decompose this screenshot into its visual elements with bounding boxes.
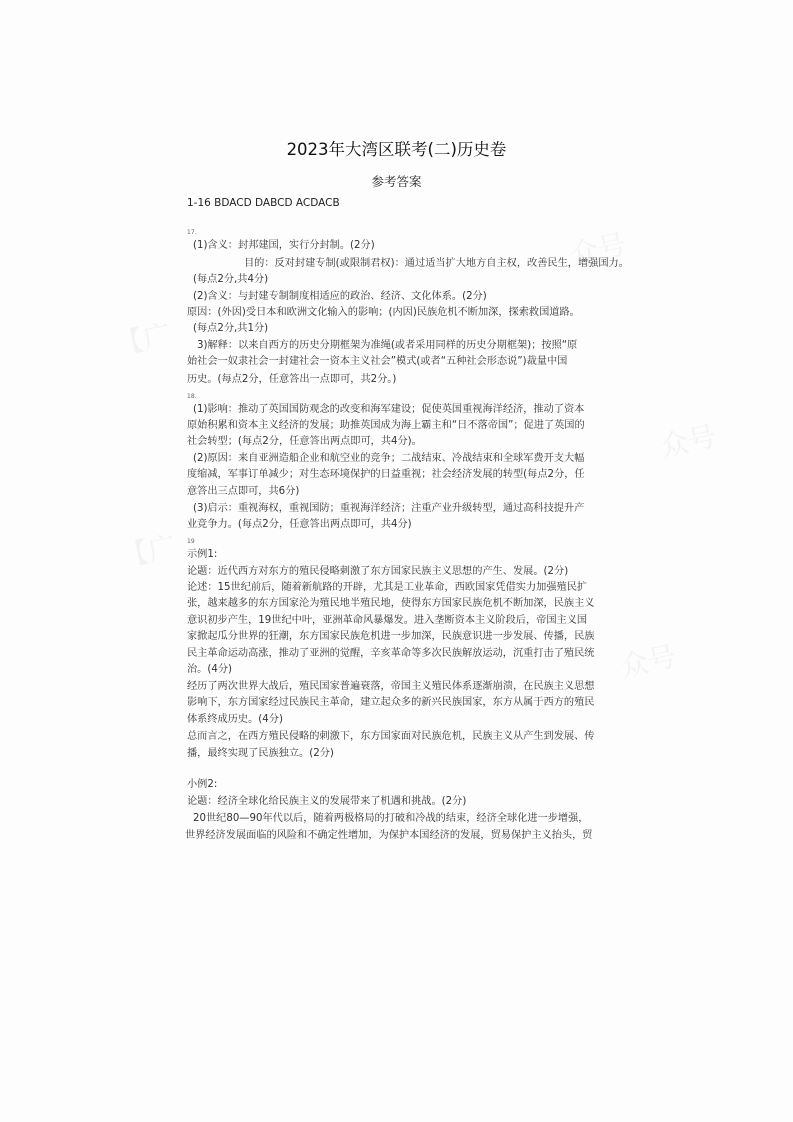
multiple-choice-answers: 1-16 BDACD DABCD ACDACB — [187, 197, 340, 209]
question-number: 17. — [187, 229, 197, 236]
q17-line: (每点2分,共4分) — [193, 274, 269, 285]
q17-line: 3)解释：以来自西方的历史分期框架为准绳(或者采用同样的历史分期框架)；按照“原 — [197, 340, 578, 351]
q17-line: (2)含义：与封建专制制度相适应的政治、经济、文化体系。(2分) — [193, 291, 487, 302]
q18-line: 社会转型；(每点2分，任意答出两点即可，共4分)。 — [187, 436, 422, 447]
q19-line: 论题：近代西方对东方的殖民侵略刺激了东方国家民族主义思想的产生、发展。(2分) — [187, 566, 569, 577]
q17-line: 原因：(外因)受日本和欧洲文化输入的影响；(内因)民族危机不断加深，探索救国道路。 — [187, 307, 580, 318]
q19-line: 民主革命运动高涨，推动了亚洲的觉醒，辛亥革命等多次民族解放运动，沉重打击了殖民统 — [187, 648, 595, 659]
q19-line: 20世纪80—90年代以后，随着两极格局的打破和冷战的结束，经济全球化进一步增强， — [193, 813, 589, 824]
q18-line: (2)原因：来自亚洲造船企业和航空业的竞争；二战结束、冷战结束和全球军费开支大幅 — [193, 453, 585, 464]
page-title: 2023年大湾区联考(二)历史卷 — [286, 140, 507, 159]
example-label: 示例1: — [187, 549, 218, 560]
q17-line: (每点2分,共1分) — [193, 323, 269, 334]
q19-line: 论题：经济全球化给民族主义的发展带来了机遇和挑战。(2分) — [187, 796, 467, 807]
q17-line: 目的：反对封建专制(或限制君权)：通过适当扩大地方自主权，改善民生，增强国力。 — [244, 258, 629, 269]
question-number: 19 — [187, 538, 195, 545]
q18-line: 度缩减，军事订单减少；对生态环境保护的日益重视；社会经济发展的转型(每点2分，任 — [187, 469, 585, 480]
q19-line: 意识初步产生，19世纪中叶，亚洲革命风暴爆发。进入垄断资本主义阶段后，帝国主义国 — [187, 615, 588, 626]
q18-line: (1)影响：推动了英国国防观念的改变和海军建设；促使英国重视海洋经济，推动了资本 — [193, 404, 585, 415]
q17-line: (1)含义：封邦建国，实行分封制。(2分) — [193, 240, 375, 251]
q18-line: 意答出三点即可，共6分) — [187, 486, 300, 497]
q19-line: 论述：15世纪前后，随着新航路的开辟，尤其是工业革命，西欧国家凭借实力加强殖民扩 — [187, 582, 588, 593]
q19-line: 总而言之，在西方殖民侵略的刺激下，东方国家面对民族危机，民族主义从产生到发展、传 — [187, 731, 595, 742]
q19-line: 家掀起瓜分世界的狂潮，东方国家民族危机进一步加深，民族意识进一步发展、传播，民族 — [187, 631, 595, 642]
q19-line: 影响下，东方国家经过民族民主革命，建立起众多的新兴民族国家，东方从属于西方的殖民 — [187, 697, 595, 708]
q17-line: 历史。(每点2分，任意答出一点即可，共2分。) — [187, 374, 397, 385]
page-subtitle: 参考答案 — [371, 174, 422, 189]
example-label: 小例2: — [187, 779, 218, 790]
q18-line: (3)启示：重视海权，重视国防；重视海洋经济；注重产业升级转型，通过高科技提升产 — [193, 503, 585, 514]
q19-line: 体系终成历史。(4分) — [187, 714, 283, 725]
q19-line: 播，最终实现了民族独立。(2分) — [187, 748, 334, 759]
q19-line: 治。(4分) — [187, 664, 232, 675]
q17-line: 始社会一奴隶社会一封建社会一资本主义社会”模式(或者“五种社会形态说”)裁量中国 — [187, 356, 568, 367]
watermark — [616, 635, 679, 686]
q19-line: 张，越来越多的东方国家沦为殖民地半殖民地，使得东方国家民族危机不断加深，民族主义 — [187, 598, 595, 609]
watermark — [116, 525, 179, 576]
q18-line: 原始积累和资本主义经济的发展；助推英国成为海上霸主和“日不落帝国”；促进了英国的 — [187, 420, 585, 431]
watermark — [111, 313, 174, 364]
watermark — [656, 415, 719, 466]
question-number: 18. — [187, 393, 197, 400]
q18-line: 业竞争力。(每点2分，任意答出两点即可，共4分) — [187, 519, 412, 530]
q19-line: 经历了两次世界大战后，殖民国家普遍衰落，帝国主义殖民体系逐渐崩溃，在民族主义思想 — [187, 681, 595, 692]
q19-line: 世界经济发展面临的风险和不确定性增加，为保护本国经济的发展，贸易保护主义抬头，贸 — [185, 830, 593, 841]
